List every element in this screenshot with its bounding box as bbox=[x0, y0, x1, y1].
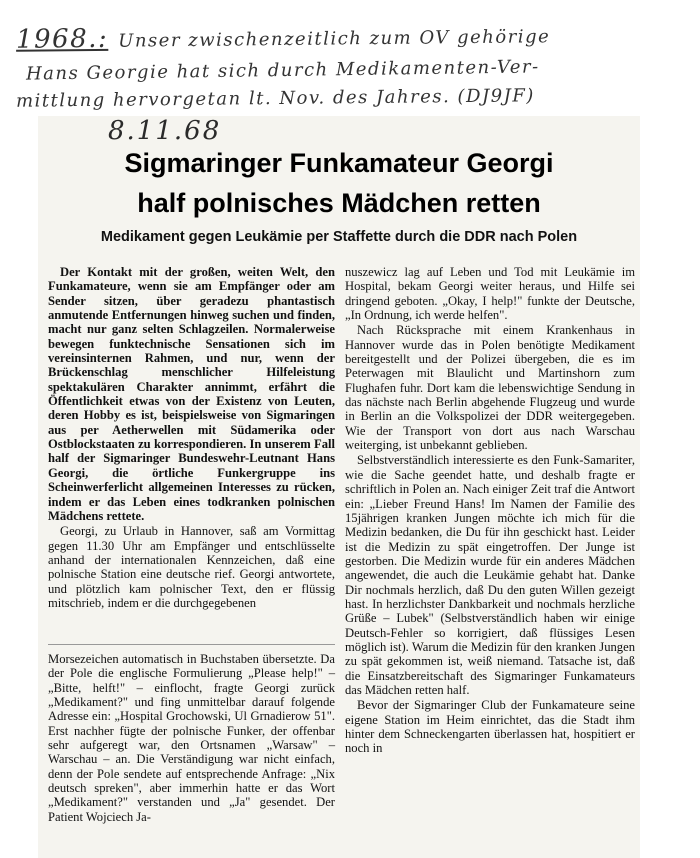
body-paragraph: Morsezeichen automatisch in Buchstaben übersetzte. Da der Pole die englische Formulierung „Please help!" – „Bitte, helft!" – einflocht, fragte Georgi zurück „Medikament?" und fing unmittelbar darauf folgende Adresse ein: „Hospital Grochowski, Ul Grnadierow 51". Erst nachher fügte der polnische Funker, der offenbar sehr aufgeregt war, den Ortsnamen „Warsaw" – Warschau – an. Die Verständigung war nicht einfach, denn der Pole sendete auf entsprechende Anfrage: „Nix deutsch spreken", aber immerhin hatte er das Wort „Medikament?" verstanden und „Ja" gesendet. Der Patient Wojciech Ja- bbox=[48, 652, 335, 824]
subheadline: Medikament gegen Leukämie per Staffette durch die DDR nach Polen bbox=[100, 229, 578, 245]
body-paragraph: nuszewicz lag auf Leben und Tod mit Leukämie im Hospital, bekam Georgi weiter heraus, und Hilfe sei dringend geboten. „Okay, I help!" funkte der Deutsche, „In Ordnung, ich werde helfen". bbox=[345, 265, 635, 323]
body-paragraph: Selbstverständlich interessierte es den Funk-Samariter, wie die Sache geendet hatte, und deshalb fragte er schriftlich in Polen an. Nach einiger Zeit traf die Antwort ein: „Lieber Freund Hans! Im Namen der Familie des 15jährigen kranken Jungen möchte ich mich für die Medizin bedanken, die Du für ihn geschickt hast. Leider ist die Medizin zu spät eingetroffen. Der Junge ist gestorben. Die Medizin wurde für ein anderes Mädchen angewendet, die auch die Leukämie gehabt hat. Danke Dir nochmals herzlich, daß Du den guten Willen gezeigt hast. In herzlichster Dankbarkeit und nochmals herzliche Grüße – Lubek" (Selbstverständlich haben wir einige Deutsch-Fehler so korrigiert, daß flüssiges Lesen möglich ist). Warum die Medizin für den kranken Jungen zu spät gekommen ist, weiß niemand. Tatsache ist, daß die Einsatzbereitschaft des Sigmaringer Funkamateurs das Mädchen retten half. bbox=[345, 453, 635, 697]
handwritten-note-line-3: mittlung hervorgetan lt. Nov. des Jahres. (DJ9JF) bbox=[15, 85, 535, 112]
body-paragraph: Bevor der Sigmaringer Club der Funkamateure seine eigene Station im Heim einrichtet, das die Stadt ihm hinter dem Schneckengarten überlassen hat, hospitiert er noch in bbox=[345, 698, 635, 756]
column-divider bbox=[48, 644, 335, 645]
body-paragraph: Georgi, zu Urlaub in Hannover, saß am Vormittag gegen 11.30 Uhr am Empfänger und entschlüsselte anhand der internationalen Kennzeichen, daß eine polnische Station eine deutsche rief. Georgi antwortete, und plötzlich kam polnischer Text, den er flüssig mitschrieb, indem er die durchgegebenen bbox=[48, 524, 335, 610]
column-right bbox=[345, 265, 635, 757]
handwritten-note-line-2: Hans Georgie hat sich durch Medikamenten-Ver- bbox=[25, 56, 540, 85]
body-paragraph: Nach Rücksprache mit einem Krankenhaus in Hannover wurde das in Polen benötigte Medikament bereitgestellt und der Polizei übergeben, die es im Peterwagen mit Blaulicht und Martinshorn zum Flughafen fuhr. Dort kam die lebenswichtige Sendung in das nächste nach Berlin abgehende Flugzeug und wurde in Berlin an die Volkspolizei der DDR weitergegeben. Wie der Transport von dort aus nach Warschau weiterging, ist unbekannt geblieben. bbox=[345, 323, 635, 453]
handwritten-note-line-1 bbox=[16, 19, 550, 55]
handwritten-text: Unser zwischenzeitlich zum OV gehörige bbox=[118, 26, 551, 52]
column-left-bottom bbox=[48, 652, 335, 825]
lead-paragraph: Der Kontakt mit der großen, weiten Welt, den Funkamateure, wenn sie am Empfänger oder am Sender sitzen, über geradezu phantastisch anmutende Entfernungen hinweg suchen und finden, macht nur ganz selten Schlagzeilen. Normalerweise bewegen funktechnische Sensationen sich im vereinsinternen Rahmen, und nur, wenn der Brückenschlag menschlicher Hilfeleistung spektakulären Charakter annimmt, erfährt die Öffentlichkeit etwas von der Existenz von Leuten, deren Hobby es ist, beispielsweise von Sigmaringen aus per Aetherwellen mit Südamerika oder Ostblockstaaten zu korrespondieren. In unserem Fall half der Sigmaringer Bundeswehr-Leutnant Hans Georgi, die örtliche Funkergruppe ins Scheinwerferlicht allgemeinen Interesses zu rücken, indem er das Leben eines todkranken polnischen Mädchens rettete. bbox=[48, 265, 335, 523]
handwritten-year: 1968.: bbox=[15, 23, 109, 55]
date-stamp: 8.11.68 bbox=[108, 116, 222, 146]
headline-line-1: Sigmaringer Funkamateur Georgi bbox=[124, 148, 554, 178]
headline-line-2: half polnisches Mädchen retten bbox=[137, 188, 541, 218]
headline bbox=[40, 143, 638, 223]
column-left-top bbox=[48, 265, 335, 611]
